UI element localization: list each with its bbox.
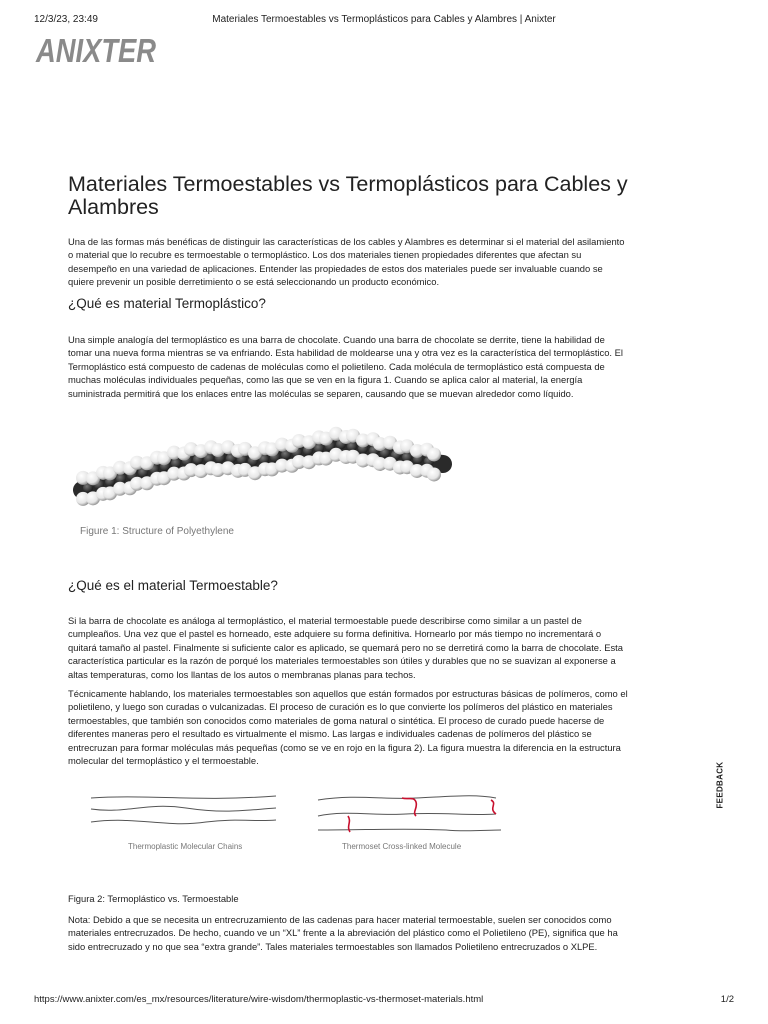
figure2-caption: Figura 2: Termoplástico vs. Termoestable <box>68 893 239 904</box>
figure1-caption: Figure 1: Structure of Polyethylene <box>80 526 234 537</box>
thermoplastic-paragraph: Una simple analogía del termoplástico es una barra de chocolate. Cuando una barra de chocolate se derrite, tiene la habilidad de tomar una nueva forma mientras se va enfriando. Esta habilidad de moldearse una y otra vez es la característica del termoplástico. El Termoplástico está compuesto de cadenas de moléculas como el polietileno. Cada molécula de termoplástico está compuesta de muchas moléculas individuales pequeñas, como las que se ven en la figura 1. Cuando se aplica calor al material, la energía suministrada permitirá que los enlaces entre las moléculas se separen, causando que se muevan alrededor como líquido. <box>68 334 623 399</box>
anixter-logo[interactable] <box>35 32 158 69</box>
crosslinks <box>348 798 496 832</box>
thermoset-paragraph-1: Si la barra de chocolate es análoga al termoplástico, el material termoestable puede describirse como similar a un pastel de cumpleaños. Una vez que el pastel es horneado, este adquiere su forma definitiva. Hornearlo por más tiempo no incrementará o quitará tamaño al pastel. Finalmente si suficiente calor es aplicado, se quemará pero no se derretirá como la barra de chocolate. Esta característica particular es la razón de porqué los materiales termoestables son útiles y durables que no se suavizan al exponerse a altas temperaturas, como los llantas de los autos o membranas planas para techos. <box>68 615 623 680</box>
feedback-label: FEEDBACK <box>715 761 725 809</box>
figure2-label-thermoplastic: Thermoplastic Molecular Chains <box>128 842 243 851</box>
logo-text: ANIXTER <box>35 32 157 69</box>
hydrogen-atom <box>427 447 441 461</box>
carbon-atom <box>171 458 181 468</box>
section-heading-thermoset: ¿Qué es el material Termoestable? <box>68 578 278 593</box>
thermoset-paragraph-2: Técnicamente hablando, los materiales termoestables son aquellos que están formados por estructuras básicas de polímeros, como el polietileno, y luego son curadas o vulcanizadas. El proceso de curación es lo que convierte los polímeros del plástico en materiales termoestables, que también son conocidos como materiales de goma natural o sintética. El proceso de curado puede hacerse de diferentes maneras pero el resultado es virtualmente el mismo. Las largas e individuales cadenas de polímeros del plástico se entrecruzan para formar moléculas más pequeñas (como se ve en rojo en la figura 2). La figura muestra la diferencia en la estructura molecular del termoplástico y el termoestable. <box>68 688 628 767</box>
print-url: https://www.anixter.com/es_mx/resources/literature/wire-wisdom/thermoplastic-vs-thermoset-materials.html <box>34 994 484 1005</box>
intro-paragraph: Una de las formas más benéficas de distinguir las características de los cables y Alambres es determinar si el material del asilamiento o material que lo recubre es termoestable o termoplástico. Los dos materiales tienen propiedades diferentes que afectan su desempeño en una variedad de aplicaciones. Entender las propiedades de estos dos materiales puede ser invaluable cuando se quiere prevenir un posible derretimiento o se está seleccionando un producto económico. <box>68 236 625 288</box>
section-heading-thermoplastic: ¿Qué es material Termoplástico? <box>68 296 266 311</box>
print-datetime: 12/3/23, 23:49 <box>34 14 98 25</box>
figure2-label-thermoset: Thermoset Cross-linked Molecule <box>342 842 462 851</box>
note-paragraph: Nota: Debido a que se necesita un entrecruzamiento de las cadenas para hacer material termoestable, suelen ser conocidos como materiales entrecruzados. De hecho, cuando ve un “XL” frente a la abreviación del plástico como el Polietileno (PE), significa que ha sido entrecruzado y no que sea “extra grande”. Tales materiales termoestables son llamados Polietileno entrecruzados o XLPE. <box>68 914 618 952</box>
print-footer <box>34 994 734 1008</box>
page-title: Materiales Termoestables vs Termoplásticos para Cables y Alambres <box>68 172 628 219</box>
print-page-number: 1/2 <box>720 994 734 1005</box>
feedback-tab[interactable] <box>713 761 727 810</box>
hydrogen-atom <box>427 467 441 481</box>
thermoplastic-chains <box>91 796 276 824</box>
molecular-chains-figure <box>86 786 506 856</box>
print-page-title: Materiales Termoestables vs Termoplásticos para Cables y Alambres | Anixter <box>212 14 556 25</box>
print-header <box>34 14 734 28</box>
thermoset-chains <box>318 796 501 831</box>
polyethylene-structure-figure <box>80 432 445 544</box>
